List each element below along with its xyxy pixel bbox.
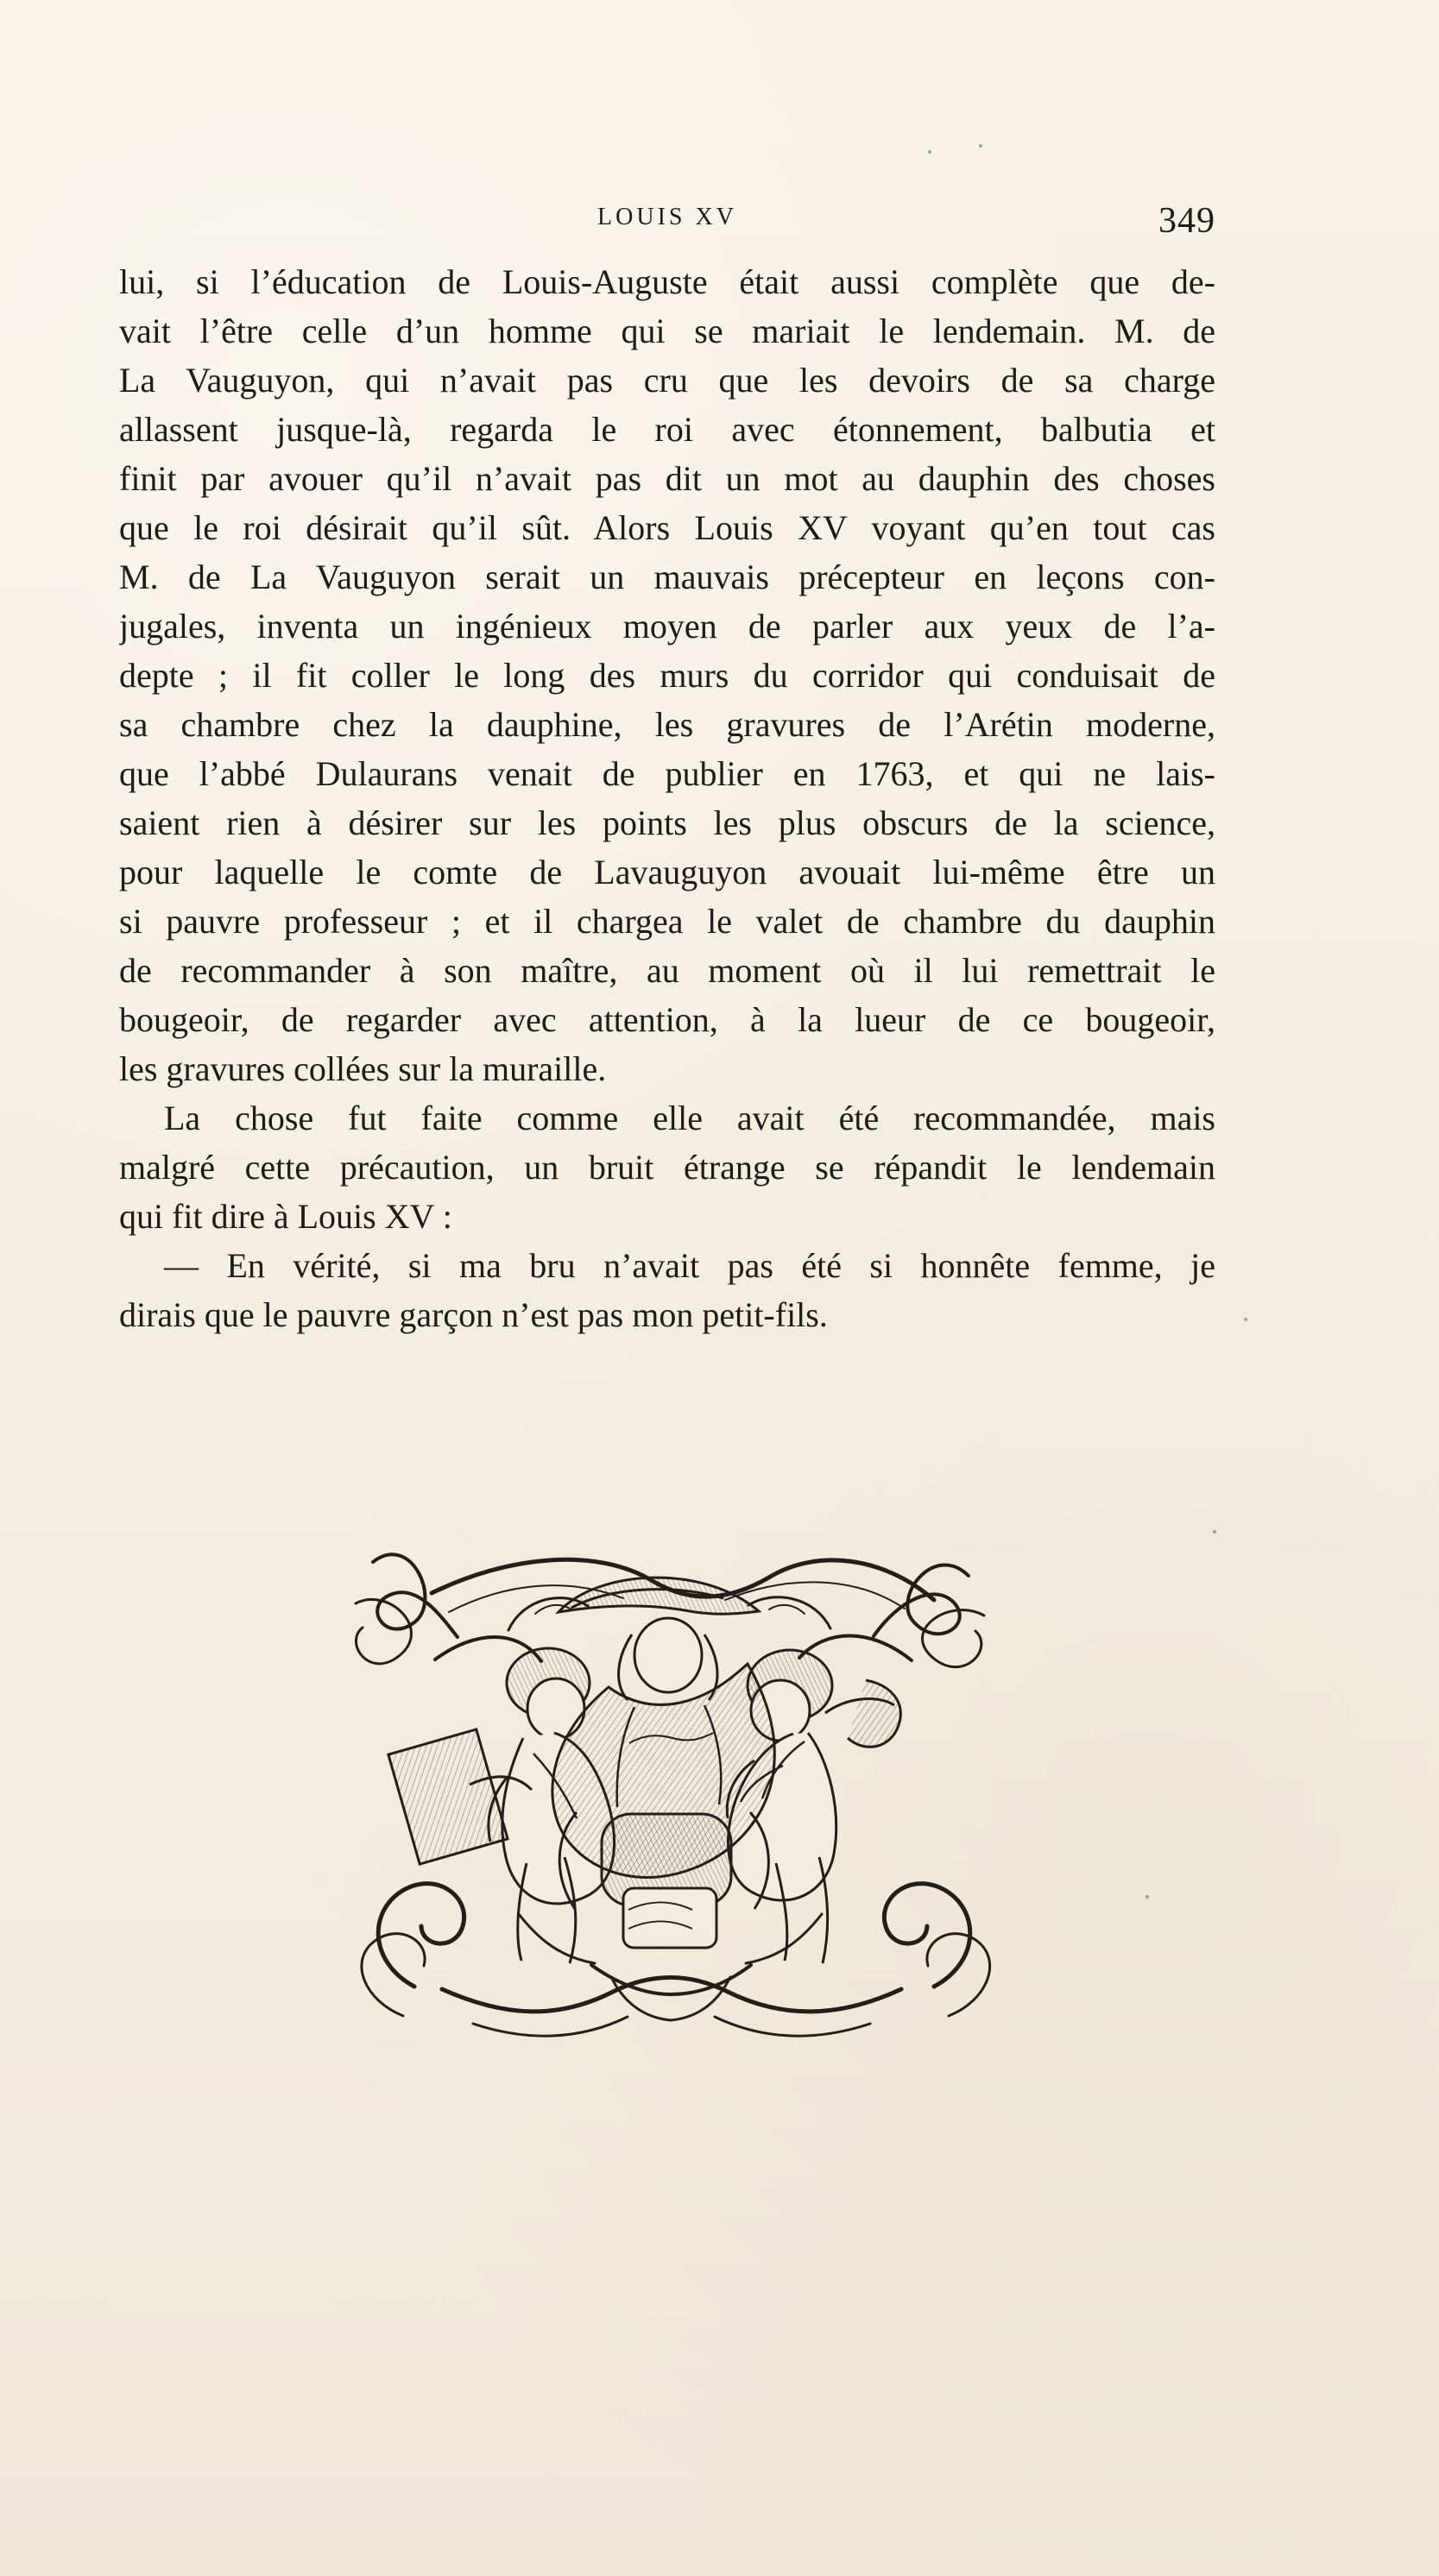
text-line: M. de La Vauguyon serait un mauvais précepteur en leçons con- [119,557,1215,596]
text-line: lui, si l’éducation de Louis-Auguste était aussi complète que de- [119,262,1215,301]
paper-mark [1213,1530,1216,1534]
text-line: que le roi désirait qu’il sût. Alors Louis XV voyant qu’en tout cas [119,508,1215,547]
text-line: saient rien à désirer sur les points les plus obscurs de la science, [119,803,1215,842]
cherubs-and-boy-engraving-icon [338,1527,1003,2063]
text-line: dirais que le pauvre garçon n’est pas mon petit-fils. [119,1295,828,1334]
text-line: si pauvre professeur ; et il chargea le valet de chambre du dauphin [119,902,1215,941]
paper-mark [979,144,982,148]
text-line: depte ; il fit coller le long des murs du corridor qui conduisait de [119,656,1215,695]
text-line: malgré cette précaution, un bruit étrange se répandit le lendemain [119,1148,1215,1187]
page-number: 349 [1158,201,1215,241]
text-line: sa chambre chez la dauphine, les gravures de l’Arétin moderne, [119,705,1215,744]
paper-mark [928,150,931,154]
text-line: pour laquelle le comte de Lavauguyon avouait lui-même être un [119,853,1215,891]
dialogue-line: — En vérité, si ma bru n’avait pas été si honnête femme, je [164,1246,1215,1285]
text-line: de recommander à son maître, au moment où il lui remettrait le [119,951,1215,990]
page-header [119,200,1215,249]
text-line: les gravures collées sur la muraille. [119,1049,607,1088]
text-line: vait l’être celle d’un homme qui se mariait le lendemain. M. de [119,312,1215,350]
text-line: qui fit dire à Louis XV : [119,1197,452,1236]
body-text [119,257,1215,1339]
paragraph-start-line: La chose fut faite comme elle avait été recommandée, mais [164,1099,1215,1137]
paper-mark [1146,1895,1149,1899]
text-line: La Vauguyon, qui n’avait pas cru que les devoirs de sa charge [119,361,1215,400]
text-line: bougeoir, de regarder avec attention, à la lueur de ce bougeoir, [119,1000,1215,1039]
text-line: allassent jusque-là, regarda le roi avec étonnement, balbutia et [119,410,1215,449]
running-head: LOUIS XV [597,204,737,230]
paper-mark [1244,1318,1247,1321]
text-line: jugales, inventa un ingénieux moyen de parler aux yeux de l’a- [119,607,1215,646]
text-line: finit par avouer qu’il n’avait pas dit un mot au dauphin des choses [119,459,1215,498]
text-line: que l’abbé Dulaurans venait de publier en 1763, et qui ne lais- [119,754,1215,793]
